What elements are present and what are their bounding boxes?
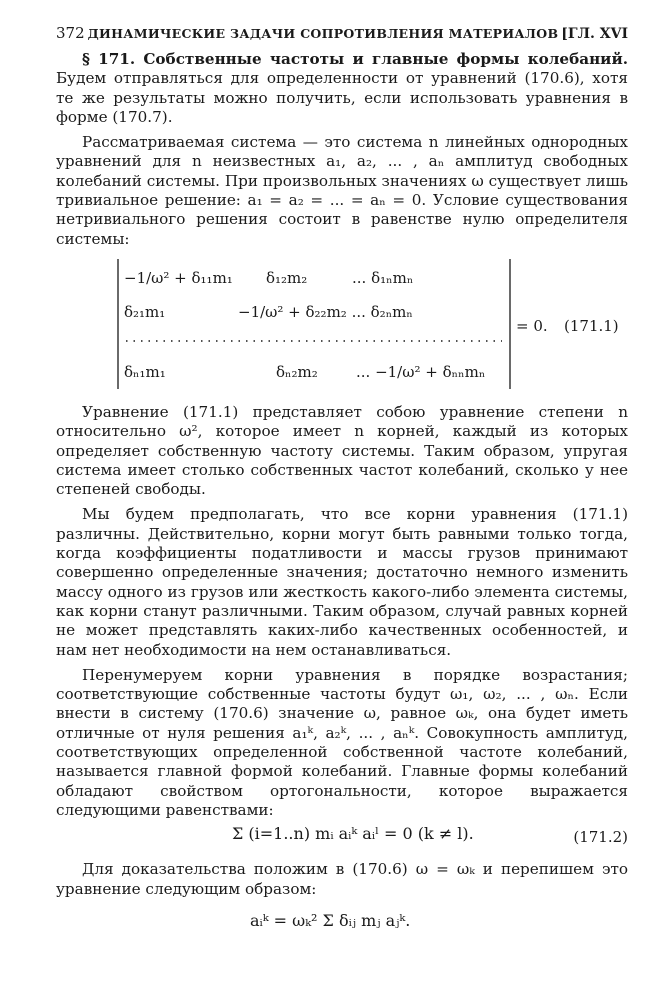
page-header <box>56 24 628 50</box>
paragraph-1: Рассматриваемая система — это система n линейных однородных уравнений для n неизвестных a₁, a₂, ... , aₙ амплитуд свободных колебаний системы. При произвольных значениях ω существует лишь тривиальное решение: a₁ = a₂ = ... = aₙ = 0. Условие существования нетривиального решения состоит в равенстве нулю определителя системы: <box>56 133 628 248</box>
equation-171-2-body: Σ (i=1..n) mᵢ aᵢᵏ aᵢˡ = 0 (k ≠ l). <box>232 824 474 844</box>
det-row1-col2: δ₁₂m₂ <box>266 268 308 287</box>
equation-171-2 <box>56 820 628 860</box>
chapter-label: [ГЛ. XVI <box>561 26 628 42</box>
det-rhs: = 0. <box>516 316 548 335</box>
paragraph-4: Перенумеруем корни уравнения в порядке возрастания; соответствующие собственные частоты будут ω₁, ω₂, ... , ωₙ. Если внести в систему (170.6) значение ω, равное ωₖ, она будет иметь отличные от нуля решения a₁ᵏ, a₂ᵏ, ... , aₙᵏ. Совокупность амплитуд, соответствующих определенной собственной частоте колебаний, называется главной формой колебаний. Главные формы колебаний обладают свойством ортогональности, которое выражается следующими равенствами: <box>56 665 628 819</box>
paragraph-2: Уравнение (171.1) представляет собою уравнение степени n относительно ω², которое имеет n корней, каждый из которых определяет собственную частоту системы. Таким образом, упругая система имеет столько собственных частот колебаний, сколько у нее степеней свободы. <box>56 402 628 499</box>
det-row2-col1: δ₂₁m₁ <box>124 302 166 321</box>
paragraph-5: Для доказательства положим в (170.6) ω = ωₖ и перепишем это уравнение следующим образом: <box>56 860 628 898</box>
det-row4-col2: δₙ₂m₂ <box>276 362 318 381</box>
det-number: (171.1) <box>564 316 619 335</box>
page-number: 372 <box>56 24 85 42</box>
equation-last <box>56 905 628 951</box>
section-title: § 171. Собственные частоты и главные формы колебаний. <box>82 50 628 68</box>
det-row1-col1: −1/ω² + δ₁₁m₁ <box>124 268 233 287</box>
determinant-equation <box>56 255 628 393</box>
determinant-figure <box>56 255 628 393</box>
det-row2-col2: −1/ω² + δ₂₂m₂ ... δ₂ₙmₙ <box>238 302 413 321</box>
section-intro-text: Будем отправляться для определенности от уравнений (170.6), хотя те же результаты можно получить, если использовать уравнения в форме (170.7). <box>56 69 628 126</box>
det-row1-col3: ... δ₁ₙmₙ <box>352 268 414 287</box>
section-intro <box>56 50 628 127</box>
paragraph-3: Мы будем предполагать, что все корни уравнения (171.1) различны. Действительно, корни могут быть равными только тогда, когда коэффициенты податливости и массы грузов принимают совершенно определенные значения; достаточно немного изменить массу одного из грузов или жесткость какого-либо элемента системы, как корни станут различными. Таким образом, случай равных корней не может представлять каких-либо качественных особенностей, и нам нет необходимости на нем останавливаться. <box>56 505 628 659</box>
equation-171-2-number: (171.2) <box>573 828 628 847</box>
book-page <box>56 24 628 951</box>
det-row4-col3: ... −1/ω² + δₙₙmₙ <box>356 362 486 381</box>
running-title: ДИНАМИЧЕСКИЕ ЗАДАЧИ СОПРОТИВЛЕНИЯ МАТЕРИАЛОВ <box>87 26 559 41</box>
equation-last-body: aᵢᵏ = ωₖ² Σ δᵢⱼ mⱼ aⱼᵏ. <box>250 910 411 930</box>
det-row4-col1: δₙ₁m₁ <box>124 362 166 381</box>
